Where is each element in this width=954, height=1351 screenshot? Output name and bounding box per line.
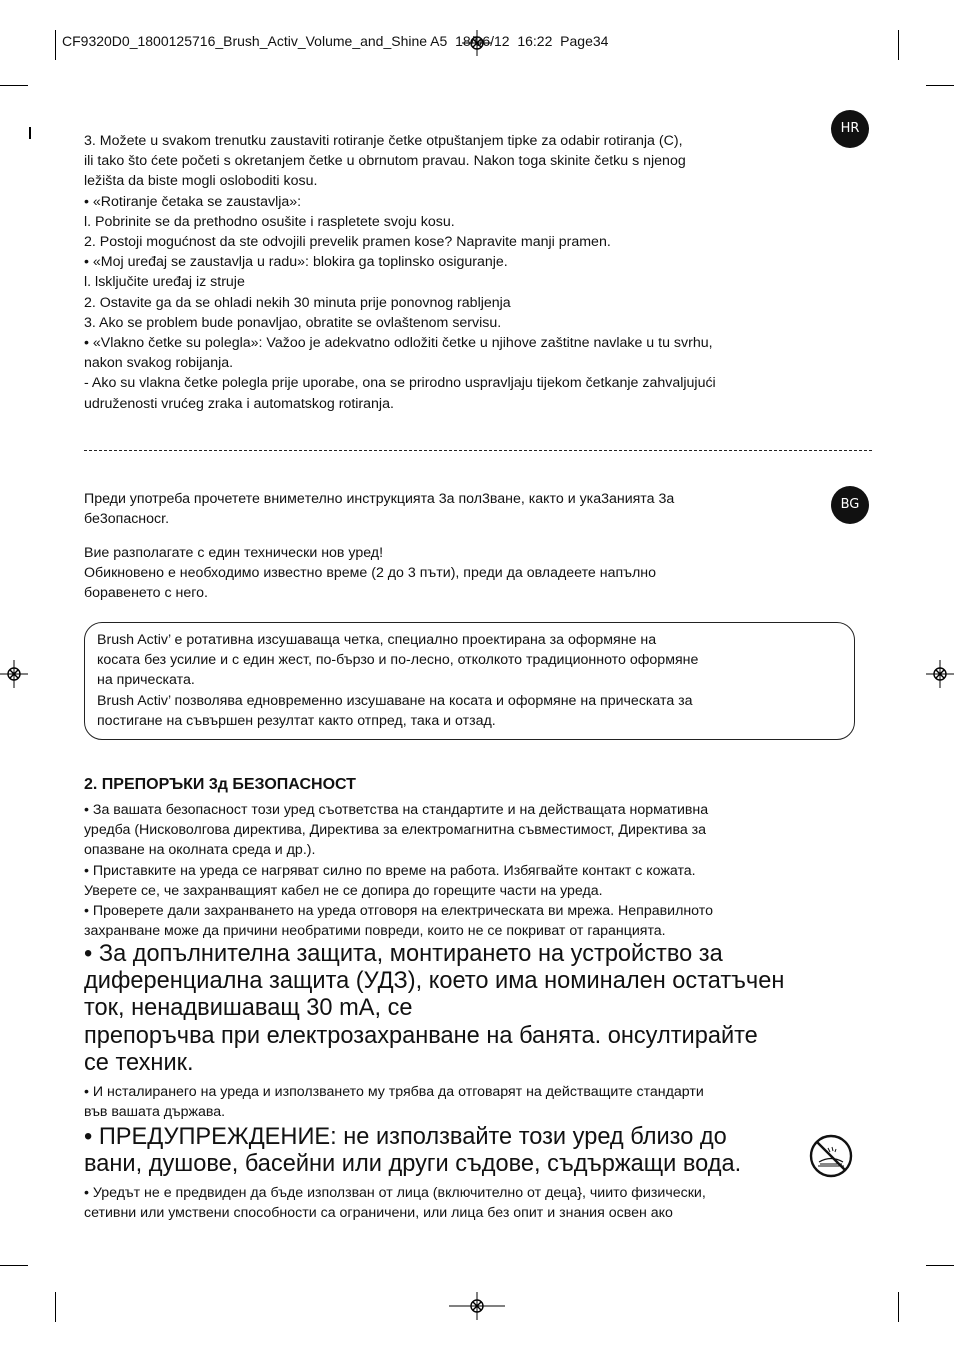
crop-mark xyxy=(55,30,56,60)
crop-mark xyxy=(926,85,954,86)
text-line: вани, душове, басейни или други съдове, съдържащи вода. xyxy=(84,1151,742,1178)
text-line: Уверете се, че захранващият кабел не се допира до горещите части на уреда. xyxy=(84,882,603,899)
safety-paragraph-1 xyxy=(84,800,874,941)
text-line: 2. Postoji mogućnost da ste odvojili prevelik pramen kose? Napravite manji pramen. xyxy=(84,234,611,251)
hr-troubleshooting-text xyxy=(84,131,842,414)
section-divider xyxy=(84,450,872,451)
text-line: Вие разполагате с един технически нов уред! xyxy=(84,545,384,561)
text-line: опазване на околната среда и др.). xyxy=(84,842,316,859)
text-line: 3. Možete u svakom trenutku zaustaviti rotiranje četke otpuštanjem tipke za odabir rotiranja (C), xyxy=(84,133,683,149)
bg-intro-text xyxy=(84,489,824,529)
section-heading: 2. ПРЕПОРЪКИ 3д БЕЗОПАСНОСТ xyxy=(84,776,356,793)
text-line: диференциална защита (УДЗ), което има номинален остатъчен xyxy=(84,968,785,995)
warning-lead: • ПРЕДУПРЕЖДЕНИЕ: xyxy=(84,1124,344,1150)
text-line: l. Pobrinite se da prethodno osušite i raspletete svoju kosu. xyxy=(84,213,455,230)
text-line: • Проверете дали захранването на уреда отговоря на електрическата ви мрежа. Неправилното xyxy=(84,903,713,920)
text-line: уредба (Нисковолгова директива, Директива за електромагнитна съвместимост, Директива за xyxy=(84,822,707,839)
text-line: 2. Ostavite ga da se ohladi nekih 30 minuta prije ponovnog rabljenja xyxy=(84,294,511,311)
rcd-recommendation xyxy=(84,941,884,1077)
safety-paragraph-3 xyxy=(84,1183,874,1223)
text-line: 3. Ako se problem bude ponavljao, obratite se ovlaštenom servisu. xyxy=(84,314,502,331)
text-line xyxy=(84,1124,804,1151)
crop-mark xyxy=(898,30,899,60)
text-line: • «Rotiranje četaka se zaustavlja»: xyxy=(84,193,302,210)
crop-mark xyxy=(898,1292,899,1322)
crop-mark xyxy=(55,1292,56,1322)
no-water-icon xyxy=(808,1133,854,1179)
text-line: • «Vlakno četke su polegla»: Važoo je adekvatno odložiti četke u njihove zaštitne navlake u tu svrhu, xyxy=(84,335,713,352)
crop-mark xyxy=(0,85,28,86)
text-line: • И нсталиранего на уреда и използването му трябва да отговарят на действащите стандарти xyxy=(84,1084,704,1100)
crop-mark xyxy=(0,1265,28,1266)
text-line: ili tako što ćete početi s okretanjem četke u obrnutom pravau. Nakon toga skinite četku s njenog xyxy=(84,153,686,170)
warning-text: не използвайте този уред близо до xyxy=(343,1124,727,1150)
text-line: • За допълнителна защита, монтирането на устройство за xyxy=(84,941,723,967)
registration-mark-icon xyxy=(926,660,954,688)
language-badge-bg: BG xyxy=(831,486,869,524)
safety-paragraph-2 xyxy=(84,1082,874,1122)
text-line: Brush Activ’ позволява едновременно изсушаване на косата и оформяне на прическата за xyxy=(97,692,693,709)
registration-mark-icon xyxy=(0,660,28,688)
text-line: ток, ненадвишаващ 30 mA, се xyxy=(84,995,413,1022)
water-warning xyxy=(84,1124,804,1178)
registration-mark-icon xyxy=(449,1292,505,1320)
print-slug: CF9320D0_1800125716_Brush_Activ_Volume_and_Shine A5 18/06/12 16:22 Page34 xyxy=(62,33,609,49)
text-line: боравенето с него. xyxy=(84,585,208,602)
text-line: захранване може да причини необратими повреди, които не се покриват от гаранцията. xyxy=(84,923,666,940)
text-line: на прическата. xyxy=(97,672,195,689)
language-badge-hr: HR xyxy=(831,110,869,148)
product-description-box xyxy=(84,622,855,740)
text-line: nakon svakog robijanja. xyxy=(84,355,234,372)
text-line: udruženosti vrućeg zraka i automatskog rotiranja. xyxy=(84,395,394,412)
text-line: ležišta da biste mogli osloboditi kosu. xyxy=(84,173,318,190)
text-line: • «Moj uređaj se zaustavlja u radu»: blokira ga toplinsko osiguranje. xyxy=(84,254,508,271)
text-line: постигане на съвършен резултат както отпред, така и отзад. xyxy=(97,712,496,729)
text-line: • За вашата безопасност този уред съответства на стандартите и на действащата нормативна xyxy=(84,802,709,818)
text-line: се техник. xyxy=(84,1049,194,1076)
text-line: Brush Activ’ е ротативна изсушаваща четка, специално проектирана за оформяне на xyxy=(97,632,657,648)
text-line: сетивни или умствени способности са ограничени, или лица без опит и знания освен ако xyxy=(84,1205,673,1222)
text-line: препоръчва при електрозахранване на банята. онсултирайте xyxy=(84,1022,758,1049)
crop-mark xyxy=(926,1265,954,1266)
text-line: • Приставките на уреда се нагряват силно по време на работа. Избягвайте контакт с кожата. xyxy=(84,862,696,879)
text-line: Обикновено е необходимо известно време (2 до 3 пъти), преди да овладеете напълно xyxy=(84,565,657,582)
text-line: Преди употреба прочетете внимeтелно инструкцията 3а пол3ване, както и ука3анията 3а xyxy=(84,491,675,507)
text-line: във вашата държава. xyxy=(84,1104,226,1121)
text-line: • Уредът не е предвиден да бъде използван от лица (включително от деца}, чиито физически, xyxy=(84,1185,706,1201)
text-line: бе3опасносr. xyxy=(84,511,170,528)
bg-intro-text-2 xyxy=(84,543,842,604)
text-line: - Ako su vlakna četke polegla prije uporabe, ona se prirodno uspravljaju tijekom četkanje zahvaljujući xyxy=(84,375,716,392)
crop-mark xyxy=(29,127,31,139)
text-line: l. lsključite uređaj iz struje xyxy=(84,274,245,291)
text-line: косата без усилие и с един жест, по-бързо и по-лесно, отколкото традиционното оформяне xyxy=(97,652,699,669)
